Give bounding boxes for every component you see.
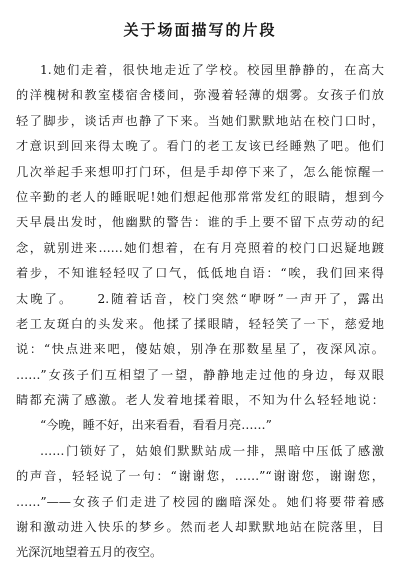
document-title: 关于场面描写的片段 xyxy=(123,21,277,39)
document-body xyxy=(16,58,384,566)
text-line: ……”女孩子们互相望了一望，静静地走过他的身边，每双眼 xyxy=(16,367,384,382)
text-line: ……门锁好了，姑娘们默默站成一排，黑暗中压低了感激 xyxy=(40,443,384,458)
text-line: 轻了脚步，谈话声也静了下来。当她们默默地站在校门口时， xyxy=(16,113,384,128)
text-line: 位辛勤的老人的睡眠呢!她们想起他那常常发红的眼睛，想到今 xyxy=(16,189,384,204)
text-line: 光深沉地望着五月的夜空。 xyxy=(16,545,163,560)
text-line: “今晚，睡不好，出来看看，看看月亮……” xyxy=(40,418,272,433)
text-line: 天早晨出发时，他幽默的警告：谁的手上要不留下点劳动的纪 xyxy=(16,215,384,230)
text-line: 几次举起手来想叩打门环，但是手却停下来了，怎么能惊醒一 xyxy=(16,164,384,179)
text-line: 说：“快点进来吧，傻姑娘，别净在那数星星了，夜深风凉。 xyxy=(16,342,384,357)
text-line: 念，就别进来……她们想着，在有月亮照着的校门口迟疑地踱 xyxy=(16,240,384,255)
text-line: 才意识到回来得太晚了。看门的老工友该已经睡熟了吧。他们 xyxy=(16,139,384,154)
text-line: 着步，不知谁轻轻叹了口气，低低地自语：“唉，我们回来得 xyxy=(16,266,384,281)
text-line: 谢和激动进入快乐的梦乡。然而老人却默默地站在院落里，目 xyxy=(16,520,384,535)
text-line: 的声音，轻轻说了一句：“谢谢您，……”“谢谢您，谢谢您， xyxy=(16,469,384,484)
text-line: 睛都充满了感激。老人发着地揉着眼，不知为什么轻轻地说： xyxy=(16,393,384,408)
text-line: 的洋槐树和教室楼宿舍楼间，弥漫着轻薄的烟雾。女孩子们放 xyxy=(16,88,384,103)
text-line: 太晚了。 2.随着话音，校门突然“咿呀”一声开了，露出 xyxy=(16,291,384,306)
text-line: ……”——女孩子们走进了校园的幽暗深处。她们将要带着感 xyxy=(16,494,384,509)
text-line: 1.她们走着，很快地走近了学校。校园里静静的，在高大 xyxy=(40,63,384,77)
text-line: 老工友斑白的头发来。他揉了揉眼睛，轻轻笑了一下，慈爱地 xyxy=(16,316,384,331)
